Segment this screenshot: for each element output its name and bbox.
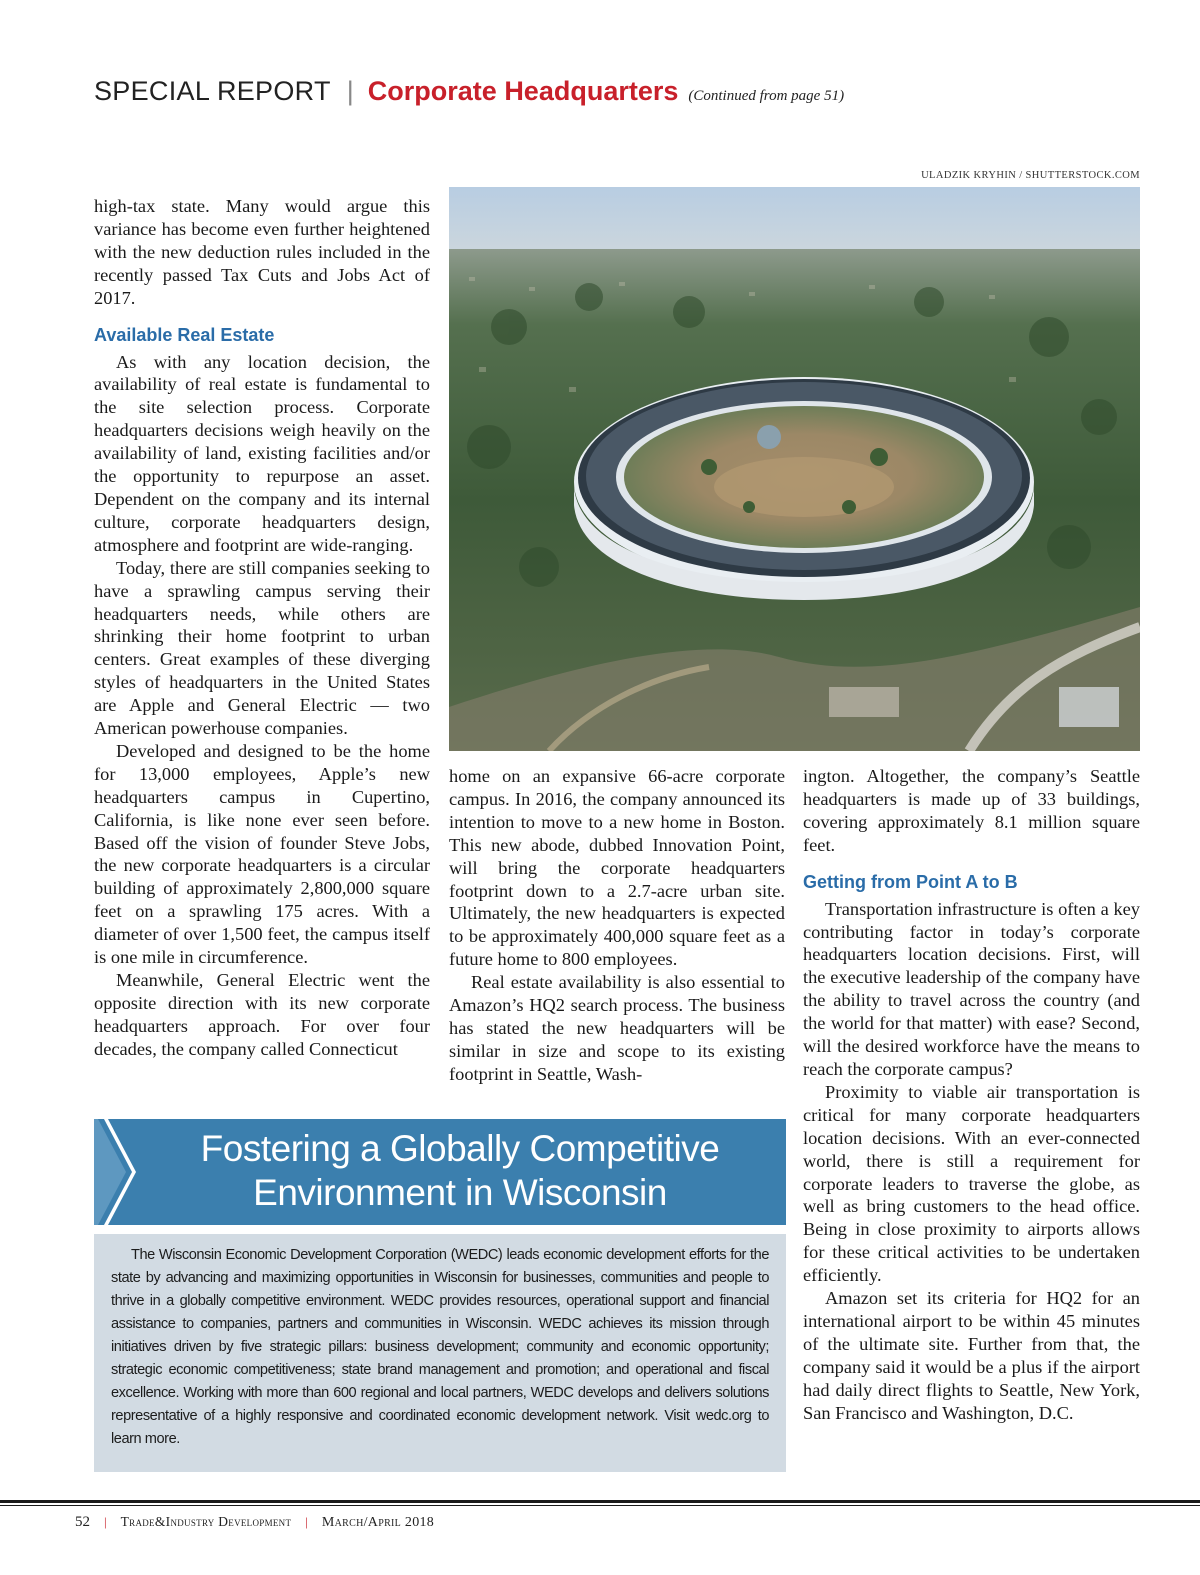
col2-paragraph-2: Real estate availability is also essential to Amazon’s HQ2 search process. The business has stated the new headquarters will be similar in size and scope to its existing footprint in Seattle, Wash- <box>449 972 785 1084</box>
column-1 <box>94 195 430 1061</box>
heading-getting-from-point-a-to-b: Getting from Point A to B <box>803 871 1018 892</box>
issue-date: March/April 2018 <box>321 1515 435 1530</box>
chevron-right-icon <box>94 1119 138 1225</box>
heading-available-real-estate: Available Real Estate <box>94 324 275 345</box>
campus-illustration <box>449 187 1140 751</box>
col3-paragraph-2: Transportation infrastructure is often a key contributing factor in today’s corporate headquarters location decisions. First, will the executive leadership of the company have the ability to travel across the country (and the world for that matter) with ease? Second, will the desired workforce have the means to reach the corporate campus? <box>803 898 1140 1079</box>
continued-note: (Continued from page 51) <box>688 88 845 104</box>
page-footer <box>75 1514 434 1531</box>
column-2 <box>449 765 785 1086</box>
photo-credit: ULADZIK KRYHIN / SHUTTERSTOCK.COM <box>921 170 1140 181</box>
running-header <box>94 76 844 116</box>
wedc-description: The Wisconsin Economic Development Corporation (WEDC) leads economic development efforts for the state by advancing and maximizing opportunities in Wisconsin for businesses, communities and people to thrive in a globally competitive environment. WEDC provides resources, operational support and financial assistance to companies, partners and communities in Wisconsin. WEDC achieves its mission through initiatives driven by five strategic pillars: business development; community and economic opportunity; strategic economic competitiveness; state brand management and promotion; and operational and fiscal excellence. Working with more than 600 regional and local partners, WEDC develops and delivers solutions representative of a highly responsive and coordinated economic development network. Visit wedc.org to learn more. <box>111 1247 769 1447</box>
header-separator: | <box>346 76 354 106</box>
col1-paragraph-3: Today, there are still companies seeking to have a sprawling campus serving their headquarters needs, while others are shrinking their home footprint to urban centers. Great examples of these diverging styles of headquarters in the United States are Apple and General Electric — two American powerhouse companies. <box>94 557 430 739</box>
footer-rule-thin <box>0 1505 1200 1506</box>
wedc-info-box <box>94 1234 786 1472</box>
col1-paragraph-1: high-tax state. Many would argue this variance has become even further heightened with the new deduction rules included in the recently passed Tax Cuts and Jobs Act of 2017. <box>94 196 430 308</box>
banner-title <box>134 1127 786 1215</box>
footer-separator-2: | <box>305 1514 308 1529</box>
col1-paragraph-5: Meanwhile, General Electric went the opposite direction with its new corporate headquarters approach. For over four decades, the company called Connecticut <box>94 970 430 1059</box>
col3-paragraph-4: Amazon set its criteria for HQ2 for an international airport to be within 45 minutes of the ultimate site. Further from that, the company said it would be a plus if the airport had daily direct flights to Seattle, New York, San Francisco and Washington, D.C. <box>803 1288 1140 1423</box>
publication-name: Trade&Industry Development <box>120 1514 292 1529</box>
footer-separator-1: | <box>104 1514 107 1529</box>
col1-paragraph-4: Developed and designed to be the home for 13,000 employees, Apple’s new headquarters campus in Cupertino, California, is like none ever seen before. Based off the vision of founder Steve Jobs, the new corporate headquarters is a circular building of approximately 2,800,000 square feet on a sprawling 175 acres. With a diameter of over 1,500 feet, the campus itself is one mile in circumference. <box>94 740 430 968</box>
header-topic: Corporate Headquarters <box>367 76 679 106</box>
col2-paragraph-1: home on an expansive 66-acre corporate campus. In 2016, the company announced its intention to move to a new home in Boston. This new abode, dubbed Innovation Point, will bring the corporate headquarters footprint down to a 2.7-acre urban site. Ultimately, the new headquarters is expected to be approximately 400,000 square feet as a future home to 800 employees. <box>449 766 785 970</box>
col3-paragraph-1: ington. Altogether, the company’s Seattle headquarters is made up of 33 buildings, covering approximately 8.1 million square feet. <box>803 766 1140 855</box>
column-3 <box>803 765 1140 1424</box>
sidebar-banner <box>94 1119 786 1225</box>
banner-title-line-1: Fostering a Globally Competitive <box>200 1128 720 1169</box>
col3-paragraph-3: Proximity to viable air transportation is critical for many corporate headquarters location decisions. With an ever-connected world, there is still a requirement for corporate leaders to traverse the globe, as well as bring customers to the head office. Being in close proximity to airports allows for these critical activities to be undertaken efficiently. <box>803 1081 1140 1286</box>
page-number: 52 <box>75 1514 90 1530</box>
banner-title-line-2: Environment in Wisconsin <box>253 1172 667 1213</box>
section-label: SPECIAL REPORT <box>94 76 331 106</box>
footer-rule-thick <box>0 1500 1200 1503</box>
aerial-campus-photo <box>449 187 1140 751</box>
col1-paragraph-2: As with any location decision, the availability of real estate is fundamental to the site selection process. Corporate headquarters decisions weigh heavily on the availability of land, existing facilities and/or the opportunity to repurpose an asset. Dependent on the company and its internal culture, corporate headquarters design, atmosphere and footprint are wide-ranging. <box>94 351 430 555</box>
